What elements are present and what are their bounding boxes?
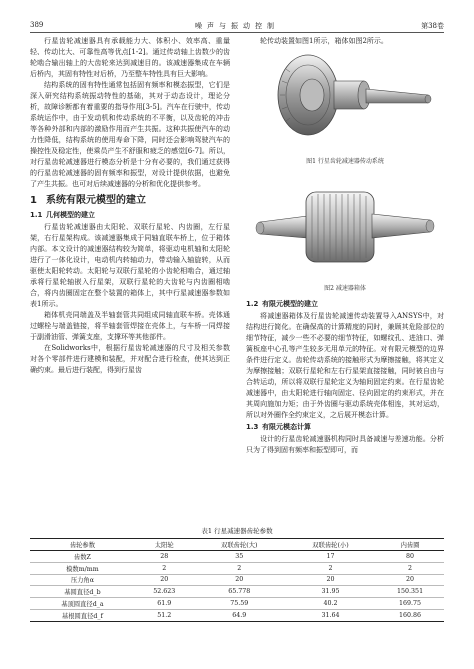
- table-header-cell: 双联齿轮(小): [285, 539, 376, 551]
- table-cell: 80: [376, 551, 444, 563]
- table-header-cell: 太阳轮: [135, 539, 194, 551]
- figure-2-caption: 图2 减速器箱体: [324, 285, 366, 292]
- table-cell: 160.86: [376, 609, 444, 621]
- table-cell: 52.623: [135, 586, 194, 598]
- table-cell: 模数m/mm: [30, 562, 135, 574]
- body-paragraph: 行星齿轮减速器由太阳轮、双联行星轮、内齿圈，左行星架，右行星架构成。该减速器集成于同轴直联车桥上，位于箱体内部。本文设计的减速器结构较为简单，将驱动电机轴和太阳轮进行了一体化设计，电动机内转轴动力，带动输入轴旋转，从而驱使太阳轮转动。太阳轮与双联行星轮的小齿轮相啮合，通过轴承将行星轮轴嵌入行星架，双联行星轮的大齿轮与内齿圈相啮合，将内齿圈固定在整个装置的箱体上，其中行星减速器参数如表1所示。: [30, 223, 230, 308]
- subsection-title: 有限元模型的建立: [262, 300, 318, 308]
- table-cell: 2: [194, 562, 285, 574]
- subsection-title: 有限元模态计算: [262, 423, 311, 431]
- table-cell: 20: [135, 574, 194, 586]
- table-cell: 基根圆直径d_f: [30, 609, 135, 621]
- right-column: [246, 36, 444, 524]
- subsection-heading: [30, 210, 230, 221]
- subsection-number: 1.2: [246, 300, 259, 308]
- body-paragraph: 设计的行星齿轮减速器机构同时具备减速与差速功能。分析只为了得到固有频率和振型即可，而: [246, 435, 444, 454]
- left-column: [30, 36, 230, 524]
- table-cell: 压力角α: [30, 574, 135, 586]
- table-cell: 2: [285, 562, 376, 574]
- intro-paragraph: 行星齿轮减速器具有承载能力大、体积小、效率高、重量轻、传动比大、可靠性高等优点[1-2]。通过传动轴上齿数少的齿轮啮合输出轴上的大齿轮来达到减速目的。该减速器集成在车辆后桥内，其固有特性对后桥，乃至整车特性具有巨大影响。: [30, 37, 230, 78]
- table-cell: 2: [135, 562, 194, 574]
- table-header-row: [30, 539, 444, 551]
- section-heading: [30, 194, 230, 208]
- body-paragraph: 轮传动装置如图1所示，箱体如图2所示。: [260, 37, 388, 45]
- figure-1-caption: 图1 行星齿轮减速器传动系统: [306, 158, 384, 165]
- table-cell: 150.351: [376, 586, 444, 598]
- table-row: [30, 586, 444, 598]
- table-cell: 65.778: [194, 586, 285, 598]
- subsection-heading: [246, 299, 444, 310]
- table-row: [30, 609, 444, 621]
- figure-1: [246, 47, 444, 167]
- table-row: [30, 574, 444, 586]
- table-cell: 20: [285, 574, 376, 586]
- table-cell: 64.9: [194, 609, 285, 621]
- subsection-number: 1.1: [30, 211, 43, 219]
- journal-title: 噪声与振动控制: [195, 22, 279, 30]
- table-header-cell: 双联齿轮(大): [194, 539, 285, 551]
- gear-parameters-table: [30, 538, 444, 622]
- table-header-cell: 内齿圈: [376, 539, 444, 551]
- table-cell: 51.2: [135, 609, 194, 621]
- table-cell: 齿数Z: [30, 551, 135, 563]
- gearbox-housing-illustration: [246, 172, 444, 282]
- table-cell: 169.75: [376, 598, 444, 610]
- table-cell: 75.59: [194, 598, 285, 610]
- table-cell: 40.2: [285, 598, 376, 610]
- table-row: [30, 598, 444, 610]
- page-number: 389: [30, 21, 44, 29]
- table-cell: 17: [285, 551, 376, 563]
- table-cell: 基圆直径d_b: [30, 586, 135, 598]
- section-number: 1: [30, 195, 37, 206]
- table-cell: 28: [135, 551, 194, 563]
- gear-transmission-illustration: [246, 47, 444, 155]
- table-row: [30, 551, 444, 563]
- table-cell: 31.64: [285, 609, 376, 621]
- table-cell: 31.95: [285, 586, 376, 598]
- body-paragraph: 箱体机壳同端盖及半轴套管共同组成同轴直联车桥。壳体通过螺栓与端盖链接，将半轴套管焊接在壳体上，与车桥一同焊接于副滑油管、弹簧支座，支撑环等其他部件。: [30, 311, 230, 341]
- running-header: [30, 20, 444, 33]
- figure-2: [246, 172, 444, 294]
- subsection-heading: [246, 422, 444, 433]
- table-cell: 20: [376, 574, 444, 586]
- intro-paragraph: 结构系统的固有特性通常包括固有频率和模态振型，它们是深入研究结构系统振动特性的基础，其对于动态设计，理论分析，故障诊断都有着重要的指导作用[3-5]。汽车在行驶中，传动系统运作中，由于发动机和传动系统的不平衡，以及齿轮的冲击等各种外部和内部的激励作用而产生共振。这种共振使汽车的动力性降低，结构系统的使用寿命下降，同时还会影响驾驶汽车的操控性及稳定性，使乘员产生不舒服和疲乏的感觉[6-7]。所以，对行星齿轮减速器进行模态分析是十分有必要的，我们通过获得的行星齿轮减速器的固有频率和振型，对设计提供依据，也避免了产生共振。也可对后续减速器的分析和优化提供参考。: [30, 81, 230, 188]
- subsection-number: 1.3: [246, 423, 259, 431]
- table-cell: 20: [194, 574, 285, 586]
- table-cell: 基顶圆直径d_a: [30, 598, 135, 610]
- body-paragraph: 在Solidworks中，根据行星齿轮减速器的尺寸及相关参数对各个零部件进行建模和装配，并对配合进行检查，使其达到正确约束。最后进行装配，得到行星齿: [30, 344, 230, 374]
- table-header-cell: 齿轮参数: [30, 539, 135, 551]
- table-cell: 61.9: [135, 598, 194, 610]
- subsection-title: 几何模型的建立: [46, 211, 95, 219]
- table-cell: 2: [376, 562, 444, 574]
- table-row: [30, 562, 444, 574]
- volume-label: 第38卷: [421, 22, 444, 30]
- section-title: 系统有限元模型的建立: [46, 195, 146, 206]
- table-1: [30, 526, 444, 622]
- table-cell: 35: [194, 551, 285, 563]
- body-paragraph: 将减速器箱体及行星齿轮减速传动装置导入ANSYS中，对结构进行简化。在确保高的计算精度的同时，兼顾其危险部位的细节特征，减少一些不必要的细节特征，如螺纹孔、进油口、弹簧板座中心孔等产生较多无用单元的特征。对有限元模型的边界条件进行定义。齿轮传动系统的接触形式为摩擦接触，将其定义为摩擦接触；双联行星轮和左右行星架直接接触，同时被自由与合转运动，所以将双联行星轮定义为轴间固定约束。在行星齿轮减速器中，由太阳轮进行轴向固定、径向固定的约束形式，并在其周向施加力矩；由于外齿圈与驱动系统壳体相连，其对运动，所以对外圈作全约束定义，之后展开模态计算。: [246, 312, 444, 419]
- table-caption: 表1 行星减速器齿轮参数: [201, 527, 273, 535]
